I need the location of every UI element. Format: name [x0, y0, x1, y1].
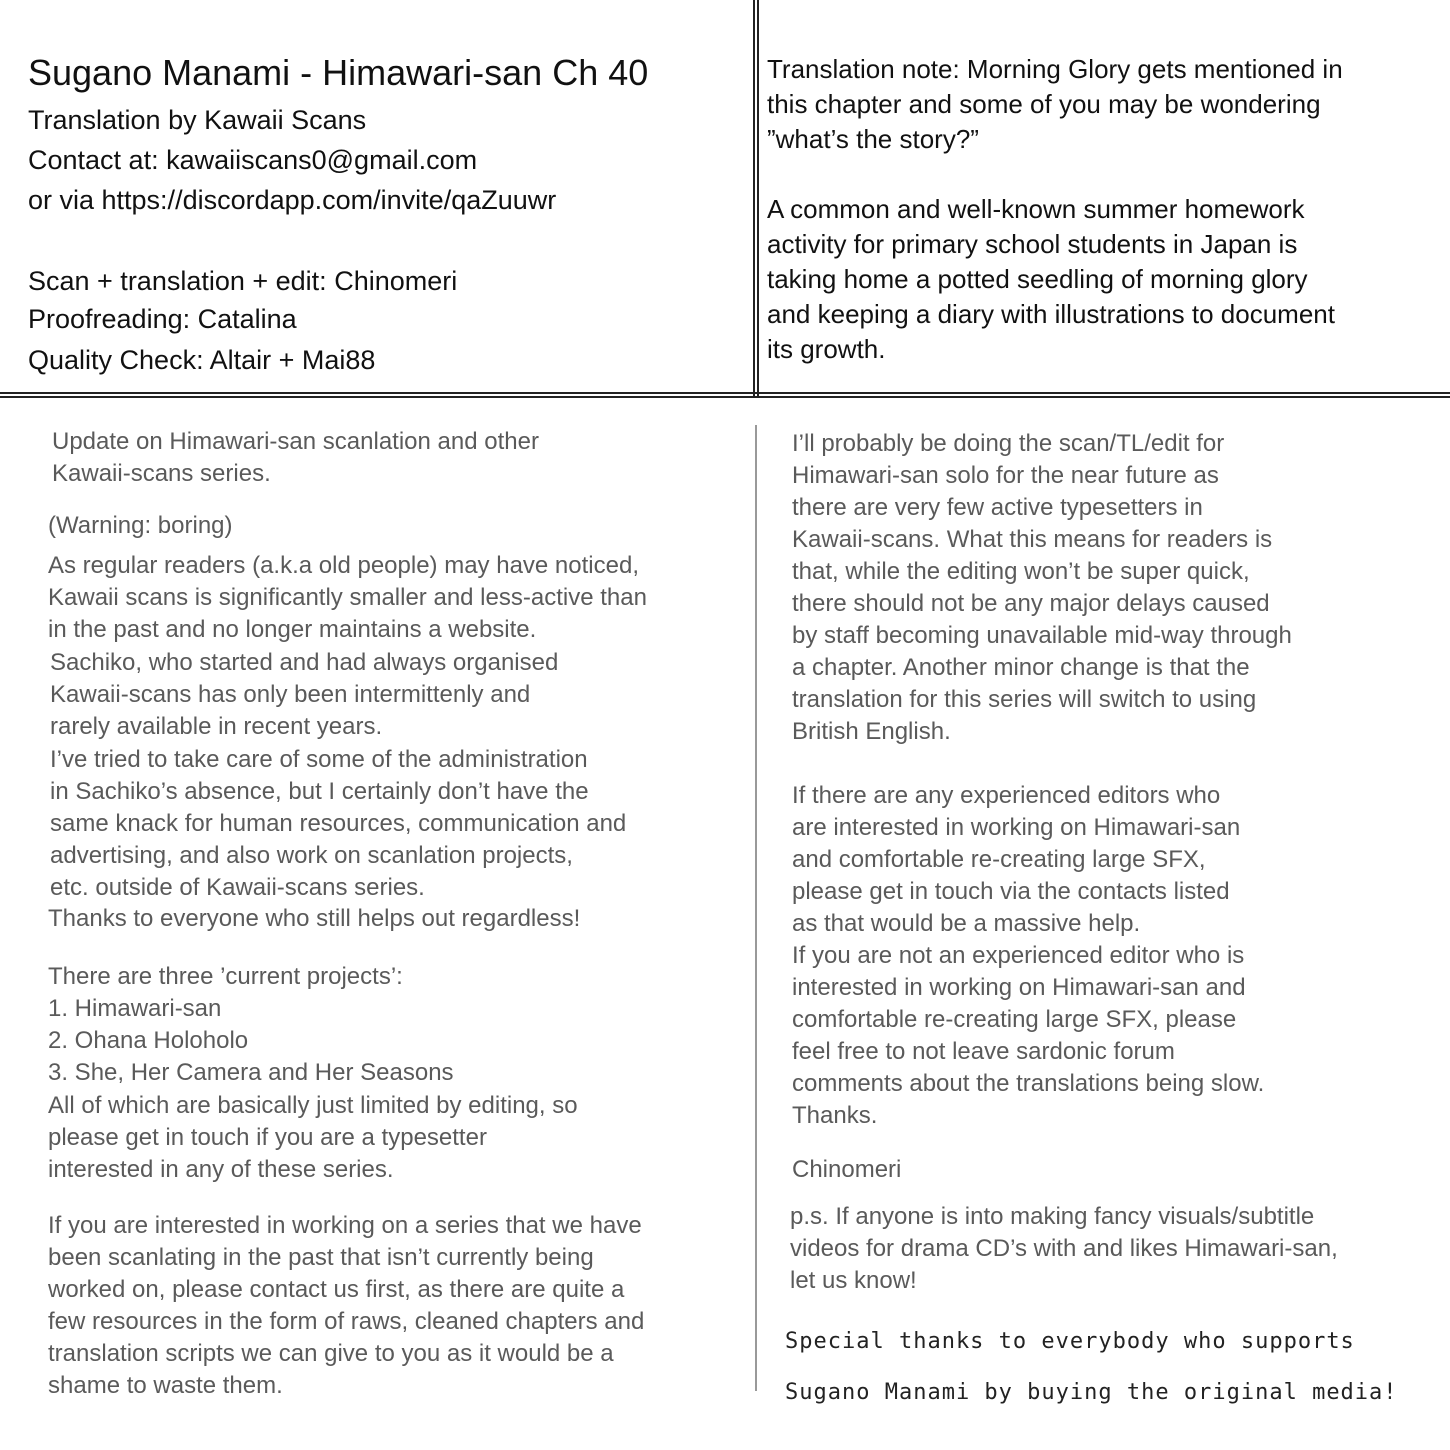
vertical-divider-top-2	[757, 0, 759, 396]
update-right-line: If there are any experienced editors who	[792, 782, 1221, 809]
update-left-line: interested in any of these series.	[48, 1156, 394, 1183]
update-right-line: I’ll probably be doing the scan/TL/edit for	[792, 430, 1225, 457]
update-right-line: videos for drama CD’s with and likes Himawari-san,	[790, 1235, 1338, 1262]
translation-note-line: A common and well-known summer homework	[767, 194, 1305, 224]
update-left-line: few resources in the form of raws, cleaned chapters and	[48, 1308, 645, 1335]
horizontal-divider-2	[0, 396, 1450, 398]
update-left-line: in Sachiko’s absence, but I certainly don’t have the	[50, 778, 589, 805]
credits-title: Sugano Manami - Himawari-san Ch 40	[28, 52, 649, 93]
translation-note-line: and keeping a diary with illustrations to document	[767, 299, 1335, 329]
credits-line: Translation by Kawaii Scans	[28, 105, 367, 135]
update-left-line: All of which are basically just limited by editing, so	[48, 1092, 578, 1119]
update-left-line: in the past and no longer maintains a website.	[48, 616, 537, 643]
update-left-line: There are three ’current projects’:	[48, 963, 403, 990]
update-right-line: feel free to not leave sardonic forum	[792, 1038, 1175, 1065]
update-left-line: rarely available in recent years.	[50, 713, 383, 740]
update-left-line: Kawaii scans is significantly smaller and less-active than	[48, 584, 647, 611]
update-right-line: p.s. If anyone is into making fancy visuals/subtitle	[790, 1203, 1315, 1230]
update-right-line: that, while the editing won’t be super quick,	[792, 558, 1250, 585]
translation-note-line: taking home a potted seedling of morning glory	[767, 264, 1308, 294]
update-right-line: are interested in working on Himawari-san	[792, 814, 1241, 841]
update-right-line: and comfortable re-creating large SFX,	[792, 846, 1206, 873]
translation-note-line: Translation note: Morning Glory gets mentioned in	[767, 54, 1343, 84]
handwritten-thanks-line: Special thanks to everybody who supports	[785, 1329, 1355, 1354]
update-left-line: advertising, and also work on scanlation projects,	[50, 842, 573, 869]
update-left-line: Sachiko, who started and had always organised	[50, 649, 559, 676]
credits-line: or via https://discordapp.com/invite/qaZuuwr	[28, 185, 557, 215]
update-right-line: Thanks.	[792, 1102, 878, 1129]
update-left-line: Thanks to everyone who still helps out regardless!	[48, 905, 581, 932]
update-left-line: If you are interested in working on a series that we have	[48, 1212, 642, 1239]
vertical-divider-bottom	[755, 425, 757, 1391]
update-right-line: British English.	[792, 718, 951, 745]
update-right-line: comfortable re-creating large SFX, please	[792, 1006, 1237, 1033]
credits-line: Contact at: kawaiiscans0@gmail.com	[28, 145, 478, 175]
credits-line: Proofreading: Catalina	[28, 304, 297, 334]
update-right-line: comments about the translations being slow.	[792, 1070, 1265, 1097]
update-left-line: 3. She, Her Camera and Her Seasons	[48, 1059, 454, 1086]
update-left-line: shame to waste them.	[48, 1372, 283, 1399]
update-left-line: Kawaii-scans series.	[52, 460, 271, 487]
update-left-line: worked on, please contact us first, as there are quite a	[48, 1276, 625, 1303]
handwritten-thanks-line: Sugano Manami by buying the original media!	[785, 1380, 1398, 1405]
update-left-line: (Warning: boring)	[48, 512, 233, 539]
credits-line: Scan + translation + edit: Chinomeri	[28, 266, 458, 296]
translation-note-line: its growth.	[767, 334, 886, 364]
update-right-line: there should not be any major delays caused	[792, 590, 1270, 617]
update-left-line: same knack for human resources, communication and	[50, 810, 627, 837]
update-right-line: Kawaii-scans. What this means for readers is	[792, 526, 1273, 553]
update-left-line: Update on Himawari-san scanlation and other	[52, 428, 539, 455]
signature-chinomeri: Chinomeri	[792, 1156, 902, 1183]
translation-note-line: activity for primary school students in Japan is	[767, 229, 1298, 259]
update-left-line: Kawaii-scans has only been intermittenly and	[50, 681, 531, 708]
update-left-line: I’ve tried to take care of some of the administration	[50, 746, 588, 773]
credits-line: Quality Check: Altair + Mai88	[28, 345, 376, 375]
update-left-line: been scanlating in the past that isn’t currently being	[48, 1244, 594, 1271]
update-left-line: 2. Ohana Holoholo	[48, 1027, 249, 1054]
update-right-line: translation for this series will switch to using	[792, 686, 1257, 713]
update-left-line: translation scripts we can give to you as it would be a	[48, 1340, 614, 1367]
update-right-line: Himawari-san solo for the near future as	[792, 462, 1219, 489]
translation-note-line: ”what’s the story?”	[767, 124, 979, 154]
update-right-line: by staff becoming unavailable mid-way through	[792, 622, 1292, 649]
update-right-line: interested in working on Himawari-san and	[792, 974, 1246, 1001]
update-left-line: etc. outside of Kawaii-scans series.	[50, 874, 425, 901]
update-left-line: As regular readers (a.k.a old people) may have noticed,	[48, 552, 639, 579]
update-left-line: 1. Himawari-san	[48, 995, 222, 1022]
update-left-line: please get in touch if you are a typesetter	[48, 1124, 487, 1151]
vertical-divider-top	[753, 0, 755, 396]
update-right-line: as that would be a massive help.	[792, 910, 1141, 937]
update-right-line: If you are not an experienced editor who is	[792, 942, 1245, 969]
translation-note-line: this chapter and some of you may be wondering	[767, 89, 1321, 119]
update-right-line: there are very few active typesetters in	[792, 494, 1203, 521]
update-right-line: a chapter. Another minor change is that the	[792, 654, 1250, 681]
update-right-line: please get in touch via the contacts listed	[792, 878, 1230, 905]
update-right-line: let us know!	[790, 1267, 917, 1294]
horizontal-divider	[0, 392, 1450, 394]
